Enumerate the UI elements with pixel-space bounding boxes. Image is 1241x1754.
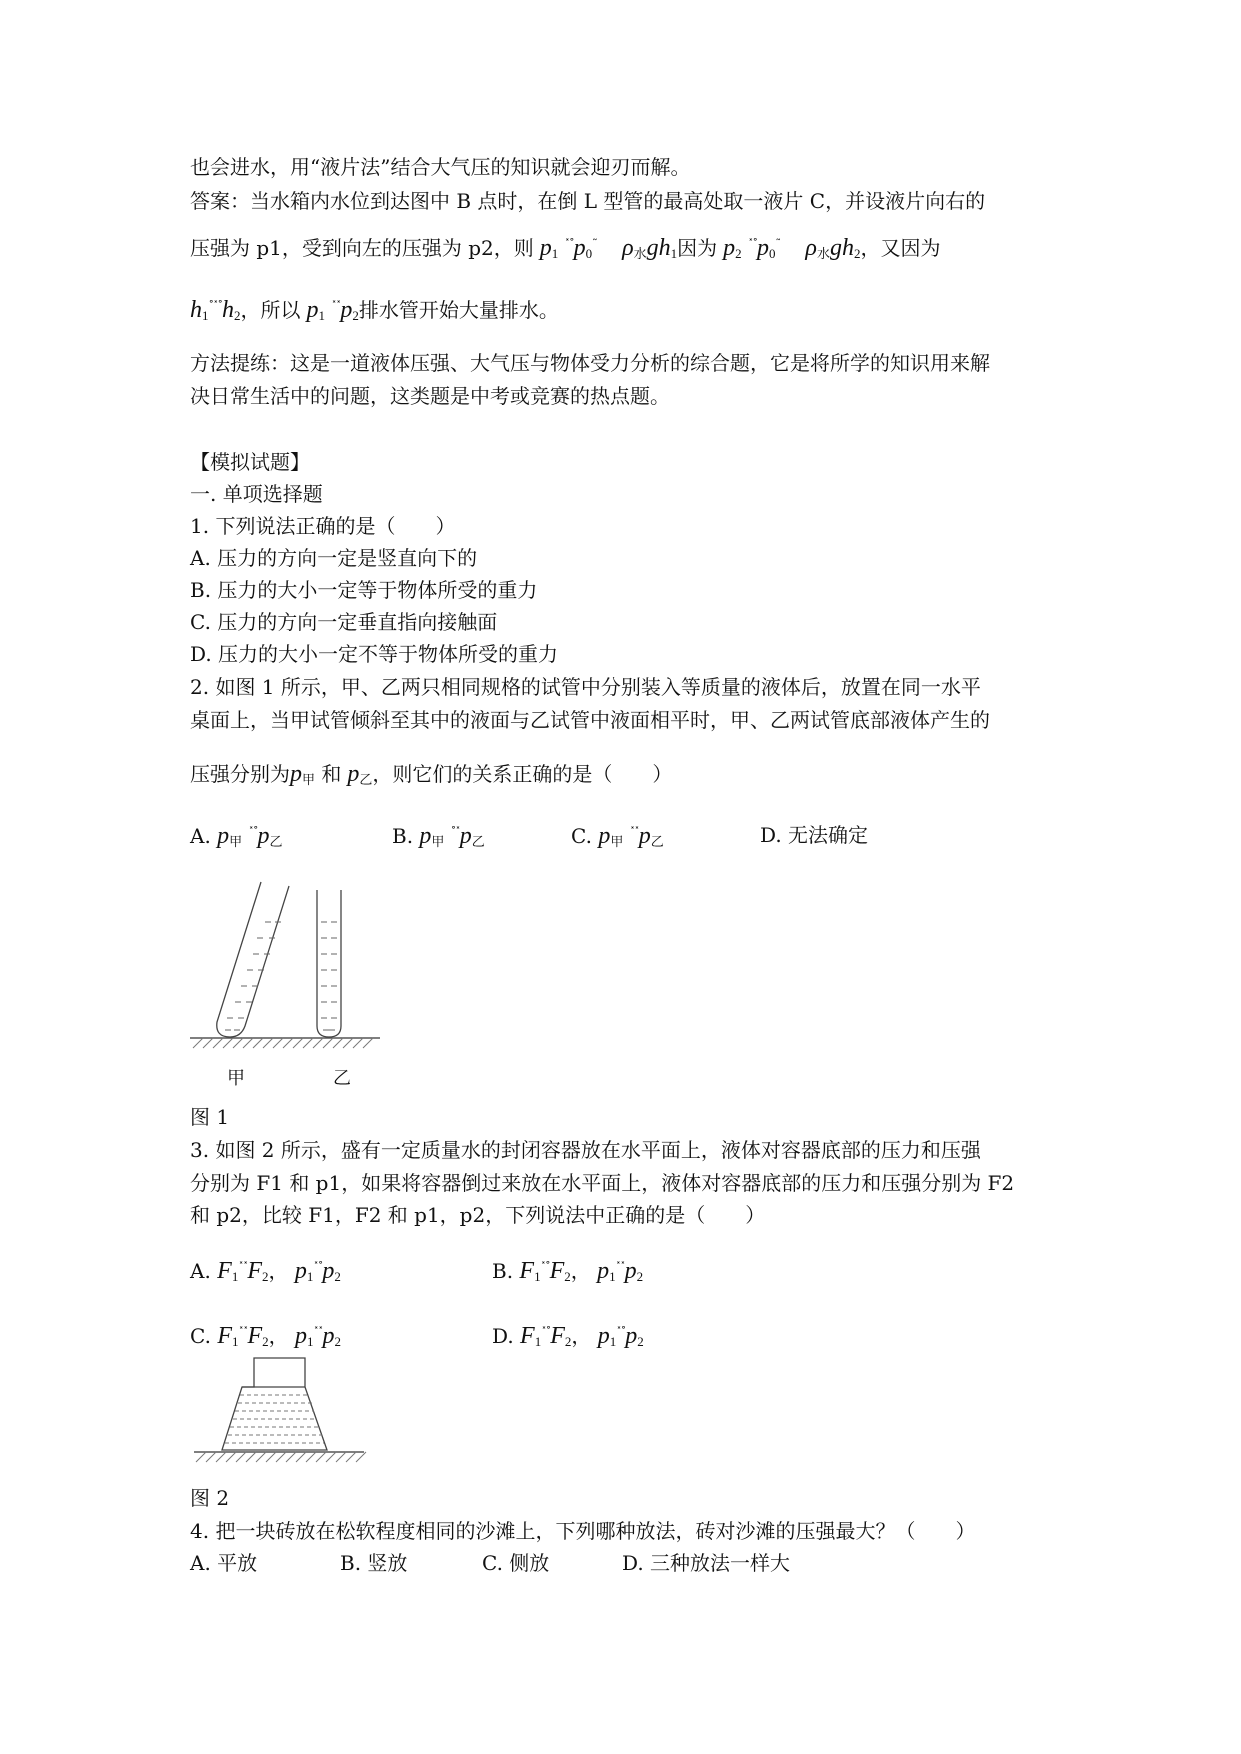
fig2-caption: 图 2 [190,1486,230,1510]
q3-line-1: 3. 如图 2 所示，盛有一定质量水的封闭容器放在水平面上，液体对容器底部的压力和压强 [190,1138,981,1162]
answer-line-3-mid: ，所以 [240,298,301,322]
q2-line-1: 2. 如图 1 所示，甲、乙两只相同规格的试管中分别装入等质量的液体后，放置在同一水平 [190,675,981,699]
q3-option-d: D. $F_1^{˟˚}F_2$， $p_1^{˟˚}p_2$ [492,1323,644,1349]
tube-yi [317,890,341,1037]
garbled-symbol: ˟˚ [564,237,574,250]
q2-option-a: A. $p_甲$ $^{˟˚}p_乙$ [190,823,283,849]
answer-line-3 [190,292,559,330]
formula-h1: $h_1$ [190,297,209,323]
q3-line-3: 和 p2，比较 F1，F2 和 p1，p2，下列说法中正确的是（ ） [190,1203,766,1227]
answer-line-3-end: 排水管开始大量排水。 [358,298,559,322]
formula-p2: $p_2$ [717,235,742,261]
garbled-tilde: ˜ [592,237,597,250]
garbled-tilde: ˜ [775,237,780,250]
formula-p0: $p_0$ [573,235,593,261]
formula-p1: $p_1$ [533,235,559,261]
figure-2-container [192,1355,367,1470]
formula-p2b: $p_2$ [340,297,359,323]
q3-option-b: B. $F_1^{˟˚}F_2$， $p_1^{˟˟}p_2$ [492,1258,644,1284]
fig1-label-jia: 甲 [227,1068,245,1089]
q3-option-c: C. $F_1^{˟˟}F_2$， $p_1^{˟˟}p_2$ [190,1323,342,1349]
q2-line-3-and: 和 [321,762,342,786]
trapezoid-vessel [222,1358,327,1450]
q4-option-b: B. 竖放 [340,1551,408,1575]
formula-rho-g-h1: $\rho_水gh_1$ [622,235,678,261]
formula-h2: $h_2$ [222,297,241,323]
answer-line-2-end: ，又因为 [860,236,941,260]
q4-option-d: D. 三种放法一样大 [622,1551,791,1575]
q2-option-c: C. $p_甲$ $^{˟˟}p_乙$ [571,823,664,849]
formula-p-jia: $p_甲$ [290,761,316,787]
q1-option-c: C. 压力的方向一定垂直指向接触面 [190,610,498,634]
q4-stem: 4. 把一块砖放在松软程度相同的沙滩上，下列哪种放法，砖对沙滩的压强最大？（ ） [190,1519,976,1543]
formula-p1b: $p_1$ [300,297,325,323]
q2-line-3 [190,760,672,794]
q1-option-b: B. 压力的大小一定等于物体所受的重力 [190,578,538,602]
q2-option-d: D. 无法确定 [760,823,869,847]
formula-p-yi: $p_乙$ [341,761,373,787]
q1-option-a: A. 压力的方向一定是竖直向下的 [190,546,478,570]
q3-line-2: 分别为 F1 和 p1，如果将容器倒过来放在水平面上，液体对容器底部的压力和压强分别为 F2 [190,1171,1015,1195]
q2-line-2: 桌面上，当甲试管倾斜至其中的液面与乙试管中液面相平时，甲、乙两试管底部液体产生的 [190,708,990,732]
answer-line-2 [190,230,940,268]
fig1-label-yi: 乙 [333,1068,351,1089]
answer-line-1: 答案：当水箱内水位到达图中 B 点时，在倒 L 型管的最高处取一液片 C，并设液片向右的 [190,189,986,213]
q3-option-a: A. $F_1^{˟˟}F_2$， $p_1^{˟˚}p_2$ [190,1258,341,1284]
answer-line-2-mid: 因为 [677,236,718,260]
intro-text: 也会进水，用“液片法”结合大气压的知识就会迎刃而解。 [190,155,691,179]
formula-rho-g-h2: $\rho_水gh_2$ [805,235,861,261]
q2-line-3-start: 压强分别为 [190,762,290,786]
garbled-symbol: ˚˟˚ [208,299,222,312]
garbled-symbol: ˟˟ [331,299,341,312]
section-title: 【模拟试题】 [190,450,310,474]
tube-jia [217,882,289,1037]
q1-option-d: D. 压力的大小一定不等于物体所受的重力 [190,642,559,666]
garbled-symbol: ˟˚ [747,237,757,250]
fig1-caption: 图 1 [190,1105,230,1129]
method-line-1: 方法提练：这是一道液体压强、大气压与物体受力分析的综合题，它是将所学的知识用来解 [190,351,990,375]
figure-1-test-tubes [185,880,385,1050]
q4-option-c: C. 侧放 [482,1551,550,1575]
subsection-title: 一. 单项选择题 [190,482,323,506]
q1-stem: 1. 下列说法正确的是（ ） [190,514,456,538]
q4-option-a: A. 平放 [190,1551,258,1575]
answer-line-2-start: 压强为 p1，受到向左的压强为 p2，则 [190,236,534,260]
q2-option-b: B. $p_甲$ $^{˚˟}p_乙$ [392,823,485,849]
method-line-2: 决日常生活中的问题，这类题是中考或竞赛的热点题。 [190,384,670,408]
q2-line-3-end: ，则它们的关系正确的是（ ） [372,762,673,786]
formula-p0-2: $p_0$ [756,235,776,261]
